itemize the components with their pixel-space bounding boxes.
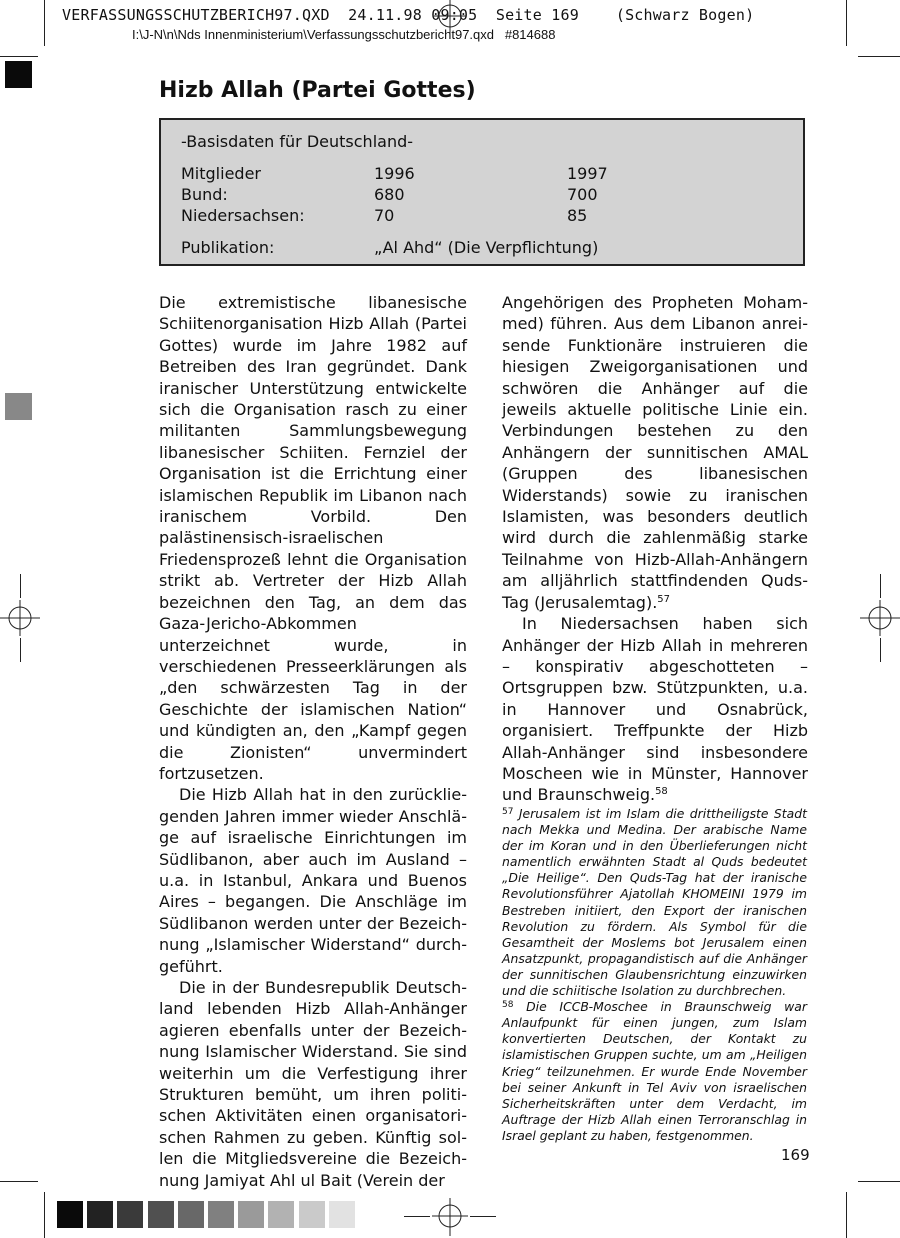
gray-swatch <box>238 1201 264 1228</box>
page-number: 169 <box>781 1146 810 1164</box>
footnote-ref[interactable]: 58 <box>655 786 668 798</box>
gray-swatch <box>87 1201 113 1228</box>
paragraph-text: In Niedersachsen haben sich Anhänger der Hizb Allah in mehreren – konspirativ abgeschotteten – Ortsgruppen bzw. Stützpunkten, u.a. in Hannover und Osnabrück, organisiert. Treffpunkte der Hizb Allah-Anhänger sind insbesondere Moscheen wie in Münster, Hannover und Braunschweig. <box>502 614 808 805</box>
crop-mark <box>44 1192 45 1238</box>
body-paragraph <box>502 613 808 806</box>
registration-mark-icon <box>860 598 900 638</box>
crop-mark <box>20 574 21 598</box>
crop-mark <box>880 574 881 598</box>
body-column-right <box>502 292 808 806</box>
page-title: Hizb Allah (Partei Gottes) <box>159 78 476 103</box>
printer-slug-line: VERFASSUNGSSCHUTZBERICH97.QXD 24.11.98 09:05 Seite 169 (Schwarz Bogen) <box>62 6 755 24</box>
value-1996: 680 <box>374 185 405 204</box>
row-label: Mitglieder <box>181 164 261 183</box>
basisdaten-heading: -Basisdaten für Deutschland- <box>181 132 414 151</box>
gray-swatch <box>178 1201 204 1228</box>
body-paragraph <box>502 292 808 613</box>
value-1996: 1996 <box>374 164 415 183</box>
gray-swatch <box>57 1201 83 1228</box>
value-1997: 1997 <box>567 164 608 183</box>
publication-value: „Al Ahd“ (Die Verpflichtung) <box>374 238 599 257</box>
footnote-text: Jerusalem ist im Islam die drittheiligste Stadt nach Mekka und Medina. Der arabische Name der im Koran und in den Überlieferungen nicht namentlich erwähnten Stadt al Quds bedeutet „Die Heilige“. Den Quds-Tag hat der iranische Revolutionsführer Ajatollah KHOMEINI 1979 im Bestreben initiiert, den Export der iranischen Revolution zu fördern. Als Symbol für die Gesamtheit der Moslems bot Jerusalem einen Ansatzpunkt, propagandistisch auf die Anhänger der sunnitischen Glaubensrichtung einzuwirken und die schiitische Isolation zu durchbrechen. <box>502 806 807 999</box>
crop-mark <box>858 56 900 57</box>
crop-mark <box>858 1181 900 1182</box>
value-1997: 85 <box>567 206 588 225</box>
section-tab-marker <box>5 61 32 88</box>
registration-mark-icon <box>430 1196 470 1236</box>
gray-swatch <box>148 1201 174 1228</box>
paragraph-text: Angehörigen des Propheten Mohammed) führen. Aus dem Libanon anreisende Funktionäre instruieren die hiesigen Zweigorganisationen und schwören die Anhänger auf die jeweils aktuelle politische Linie ein. Verbindungen bestehen zu den Anhängern der sunnitischen AMAL (Gruppen des libanesischen Widerstands) sowie zu iranischen Islamisten, was besonders deutlich wird durch die zahlenmäßig starke Teilnahme von Hizb-Allah-Anhängern am alljährlich stattfindenden Quds-Tag (Jerusalemtag). <box>502 293 808 612</box>
publication-row <box>181 238 781 260</box>
file-path-line: I:\J-N\n\Nds Innenministerium\Verfassungsschutzbericht97.qxd #814688 <box>132 27 556 42</box>
gray-swatch <box>117 1201 143 1228</box>
body-column-left <box>159 292 467 1191</box>
row-label: Bund: <box>181 185 228 204</box>
section-tab-marker <box>5 393 32 420</box>
crop-mark <box>20 638 21 662</box>
crop-mark <box>0 56 38 57</box>
body-paragraph: Die in der Bundesrepublik Deutschland lebenden Hizb Allah-Anhänger agieren ebenfalls unter der Bezeichnung Islamischer Widerstand. Sie sind weiterhin um die Verfestigung ihrer Strukturen bemüht, um ihren politischen Aktivitäten einen organisatorischen Rahmen zu geben. Künftig sollen die Mitgliedsvereine die Bezeichnung Jamiyat Ahl ul Bait (Verein der <box>159 978 467 1190</box>
registration-mark-icon <box>430 0 470 40</box>
footnote-number: 57 <box>502 807 514 817</box>
gray-swatch <box>268 1201 294 1228</box>
crop-mark <box>0 1181 38 1182</box>
row-label: Niedersachsen: <box>181 206 305 225</box>
value-1997: 700 <box>567 185 598 204</box>
publication-label: Publikation: <box>181 238 275 257</box>
footnote-text: Die ICCB-Moschee in Braunschweig war Anlaufpunkt für einen jungen, zum Islam konvertierten Deutschen, der Kontakt zu islamistischen Gruppen suchte, um am „Heiligen Krieg“ teilzunehmen. Er wurde Ende November bei seiner Ankunft in Tel Aviv von israelischen Sicherheitskräften unter dem Verdacht, im Auftrage der Hizb Allah einen Terroranschlag in Israel geplant zu haben, festgenommen. <box>502 999 807 1143</box>
table-row <box>181 206 781 228</box>
table-row <box>181 185 781 207</box>
footnote-57 <box>502 806 807 999</box>
crop-mark <box>44 0 45 46</box>
crop-mark <box>404 1216 430 1217</box>
crop-mark <box>470 1216 496 1217</box>
crop-mark <box>880 638 881 662</box>
gray-swatch <box>208 1201 234 1228</box>
basisdaten-box <box>159 118 805 266</box>
footnotes <box>502 806 807 1144</box>
gray-swatch <box>299 1201 325 1228</box>
gray-swatch <box>329 1201 355 1228</box>
value-1996: 70 <box>374 206 395 225</box>
body-paragraph: Die Hizb Allah hat in den zurückliegenden Jahren immer wieder Anschläge auf israelische Einrichtungen im Südlibanon, aber auch im Ausland – u.a. in Istanbul, Ankara und Buenos Aires – begangen. Die Anschläge im Südlibanon werden unter der Bezeichnung „Islamischer Widerstand“ durchgeführt. <box>159 785 467 976</box>
body-paragraph: Die extremistische libanesische Schiitenorganisation Hizb Allah (Partei Gottes) wurde im Jahre 1982 auf Betreiben des Iran gegründet. Dank iranischer Unterstützung entwickelte sich die Organisation rasch zu einer militanten Sammlungsbewegung libanesischer Schiiten. Fernziel der Organisation ist die Errichtung einer islamischen Republik im Libanon nach iranischem Vorbild. Den palästinensisch-israelischen Friedensprozeß lehnt die Organisation strikt ab. Vertreter der Hizb Allah bezeichnen den Tag, an dem das Gaza-Jericho-Abkommen unterzeichnet wurde, in verschiedenen Presseerklärungen als „den schwärzesten Tag in der Geschichte der islamischen Nation“ und kündigten an, den „Kampf gegen die Zionisten“ unvermindert fortzusetzen. <box>159 293 467 783</box>
footnote-ref[interactable]: 57 <box>657 593 671 605</box>
crop-mark <box>846 1192 847 1238</box>
table-row <box>181 164 781 186</box>
crop-mark <box>846 0 847 46</box>
footnote-58 <box>502 999 807 1144</box>
footnote-number: 58 <box>502 1000 514 1011</box>
registration-mark-icon <box>0 598 40 638</box>
